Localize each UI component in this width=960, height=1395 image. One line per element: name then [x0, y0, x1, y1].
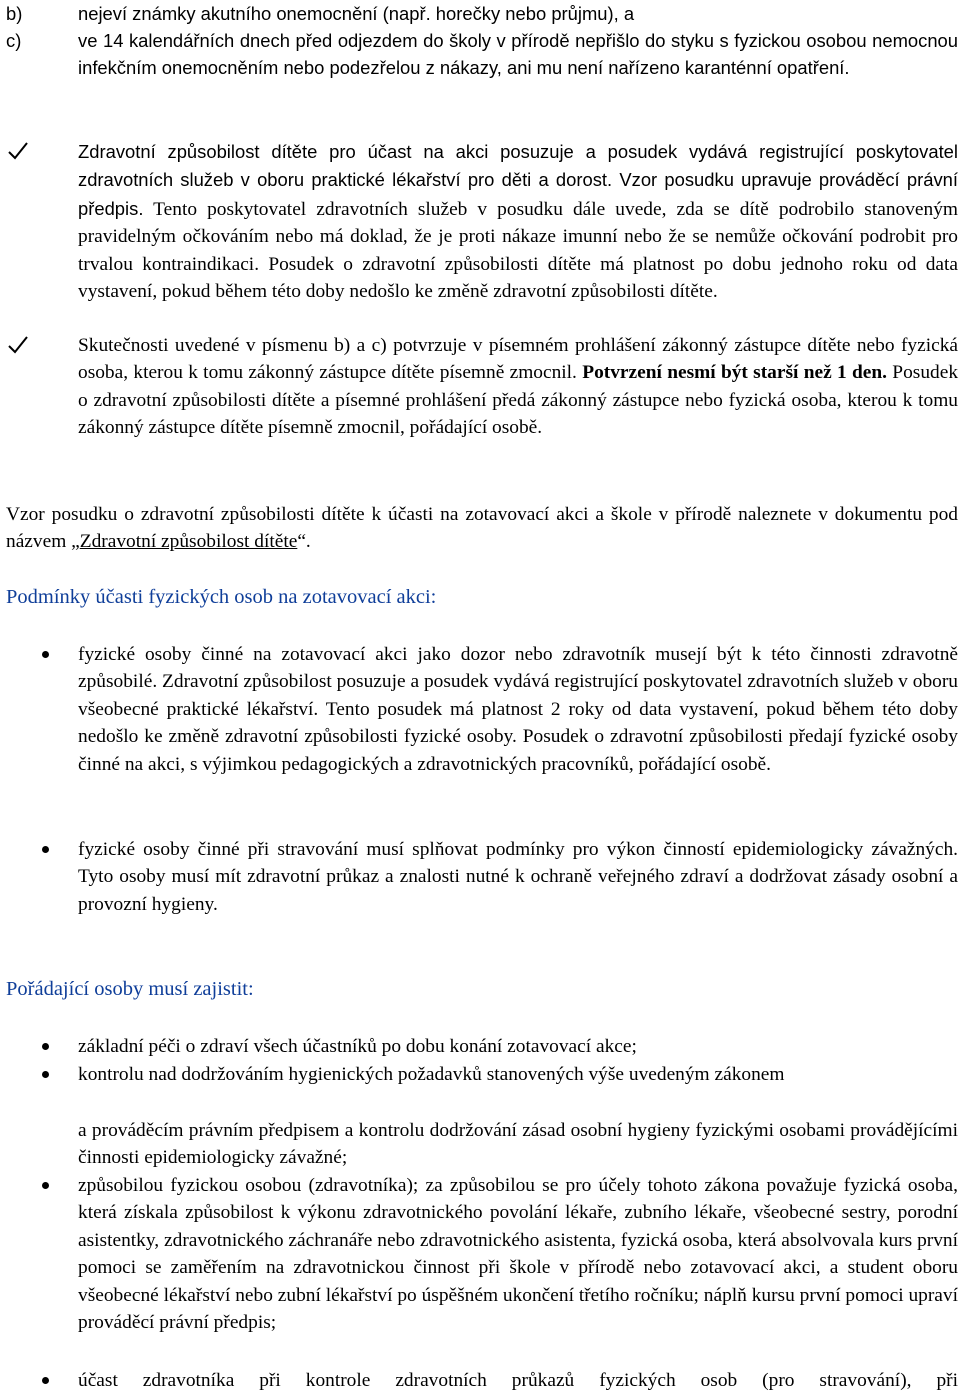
list-item-c: [0, 27, 958, 111]
check-text-cont: Tento poskytovatel zdravotních služeb v posudku dále uvede, zda se dítě podrobilo stanoveným pravidelným očkováním nebo má doklad, že je proti nákaze imunní nebo že se nemůže očkování podrobit pro trvalou kontraindikaci. Posudek o zdravotní způsobilosti dítěte má platnost po dobu jednoho roku od data vystavení, pokud během této doby nedošlo ke změně zdravotní způsobilosti dítěte.: [78, 198, 959, 303]
bullet-text: kontrolu nad dodržováním hygienických požadavků stanovených výše uvedeným zákonem: [78, 1064, 785, 1085]
bullet-item: [0, 836, 958, 920]
bullet-icon: [42, 1043, 49, 1050]
bullet-item: [0, 1367, 958, 1395]
list-text: nejeví známky akutního onemocnění (např. horečky nebo průjmu), a: [78, 3, 635, 24]
bullet-text: fyzické osoby činné na zotavovací akci jako dozor nebo zdravotník musejí být k této činnosti zdravotně způsobilé. Zdravotní způsobilost posuzuje a posudek vydává registrující poskytovatel zdravotních služeb v oboru všeobecné praktické lékařství. Tento posudek má platnost 2 roky od data vystavení, pokud během této doby nedošlo ke změně zdravotní způsobilosti fyzické osoby. Posudek o zdravotní způsobilosti předají fyzické osoby činné na akci, s výjimkou pedagogických a zdravotnických pracovníků, pořádající osobě.: [78, 644, 958, 775]
bullet-text: účast zdravotníka při kontrole zdravotních průkazů fyzických osob (pro stravování), při: [78, 1370, 958, 1391]
document-link[interactable]: Zdravotní způsobilost dítěte: [79, 531, 298, 553]
bullet-item: [0, 1172, 958, 1368]
bullet-item: [0, 1033, 958, 1061]
section-heading-conditions: Podmínky účasti fyzických osob na zotavovací akci:: [6, 586, 437, 608]
bullet-icon: [42, 651, 49, 658]
bullet-icon: [42, 1182, 49, 1189]
template-text: Vzor posudku o zdravotní způsobilosti dítěte k účasti na zotavovací akci a škole v přírodě naleznete v dokumentu pod názvem „: [6, 504, 958, 553]
bullet-text-cont: a prováděcím právním předpisem a kontrolu dodržování zásad osobní hygieny fyzickými osobami provádějícími činnosti epidemiologicky závažné;: [78, 1120, 958, 1169]
template-text-end: “.: [297, 531, 311, 553]
check-item-2: [0, 332, 958, 472]
list-text: ve 14 kalendářních dnech před odjezdem do školy v přírodě nepřišlo do styku s fyzickou osobou nemocnou infekčním onemocněním nebo podezřelou z nákazy, ani mu není nařízeno karanténní opatření.: [78, 30, 958, 79]
list-label: b): [6, 3, 23, 24]
bullet-continuation: [0, 1117, 958, 1173]
check-text-cont: Posudek o zdravotní způsobilosti dítěte a písemné prohlášení předá zákonný zástupce nebo fyzická osoba, kterou k tomu zákonný zástupce dítěte písemně zmocnil, pořádající osobě.: [78, 362, 959, 439]
bullet-icon: [42, 1377, 49, 1384]
section-heading-organizers: Pořádající osoby musí zajistit:: [6, 978, 254, 1000]
template-paragraph: [6, 501, 958, 556]
bullet-text: způsobilou fyzickou osobou (zdravotníka); za způsobilou se pro účely tohoto zákona považuje fyzická osoba, která získala způsobilost k výkonu zdravotnického povolání lékaře, zubního lékaře, všeobecné sestry, porodní asistentky, zdravotnického záchranáře nebo zdravotnického asistenta, fyzická osoba, která absolvovala kurs první pomoci se zaměřením na zdravotnickou činnost při škole v přírodě nebo zotavovací akci, a student oboru všeobecné lékařství nebo zubní lékařství po úspěšném ukončení třetího ročníku; náplň kursu první pomoci upraví prováděcí právní předpis;: [78, 1175, 958, 1334]
checkmark-icon: [7, 140, 29, 162]
bullet-item: [0, 1061, 958, 1117]
check-text: Skutečnosti uvedené v písmenu b) a c) potvrzuje v písemném prohlášení zákonný zástupce dítěte nebo fyzická osoba, kterou k tomu zákonný zástupce dítěte písemně zmocnil.: [78, 335, 958, 384]
list-label: c): [6, 30, 22, 51]
bold-notice: Potvrzení nesmí být starší než 1 den.: [582, 362, 887, 384]
check-text: Zdravotní způsobilost dítěte pro účast na akci posuzuje a posudek vydává registrující poskytovatel zdravotních služeb v oboru praktické lékařství pro děti a dorost. Vzor posudku upravuje prováděcí právní předpis.: [78, 141, 958, 219]
bullet-icon: [42, 1071, 49, 1078]
checkmark-icon: [7, 334, 29, 356]
bullet-item: [0, 641, 958, 837]
bullet-icon: [42, 846, 49, 853]
bullet-text: fyzické osoby činné při stravování musí splňovat podmínky pro výkon činností epidemiologicky závažných. Tyto osoby musí mít zdravotní průkaz a znalosti nutné k ochraně veřejného zdraví a dodržovat zásady osobní a provozní hygieny.: [78, 839, 958, 915]
bullet-text: základní péči o zdraví všech účastníků po dobu konání zotavovací akce;: [78, 1036, 637, 1057]
list-item-b: [0, 0, 958, 28]
check-item-1: [0, 138, 958, 334]
